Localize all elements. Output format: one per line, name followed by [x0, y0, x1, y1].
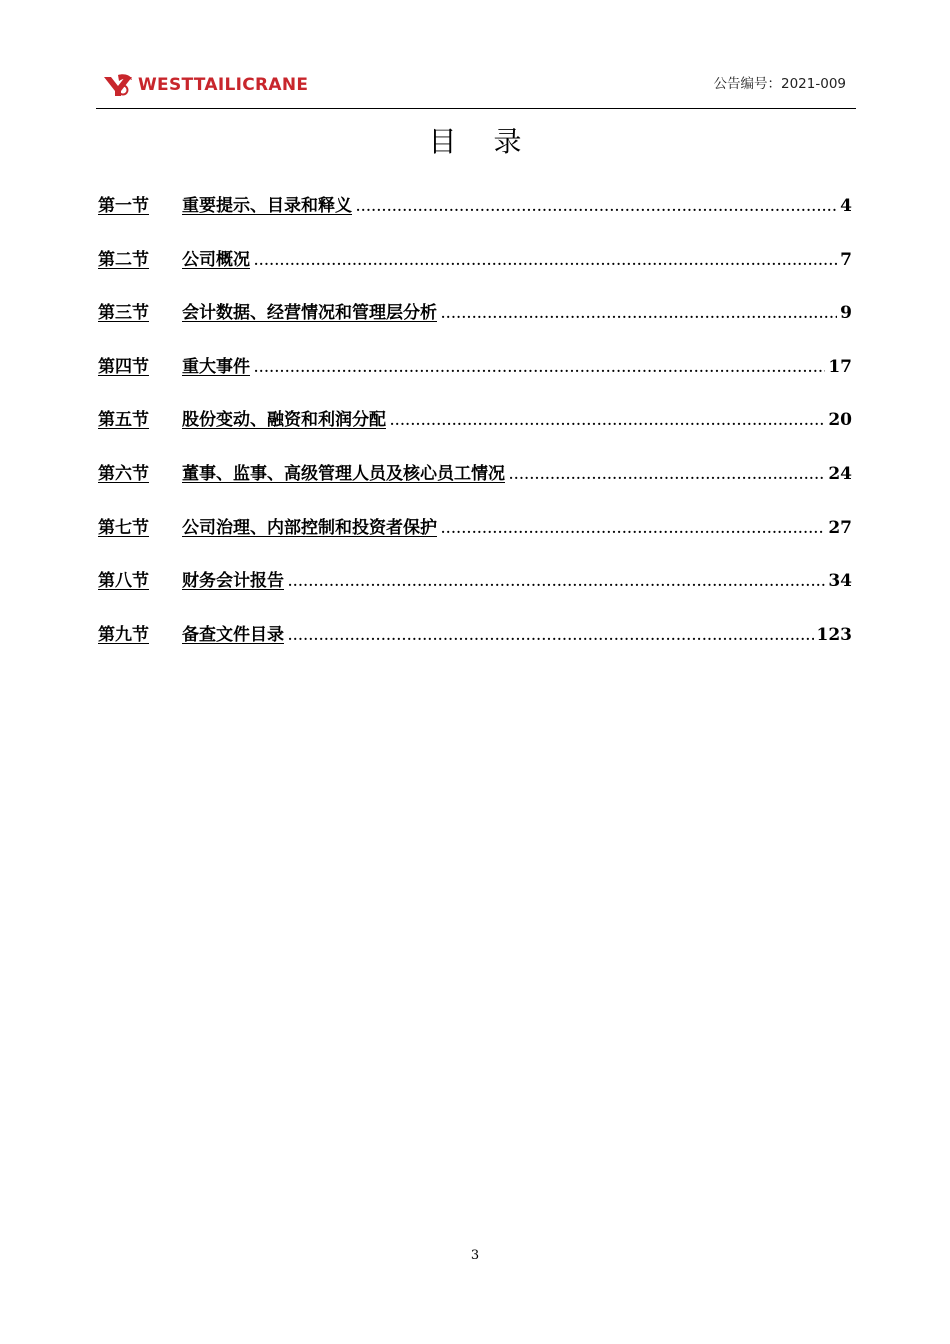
- toc-title: 董事、监事、高级管理人员及核心员工情况: [182, 463, 505, 484]
- westtailicrane-logo-mark-icon: [102, 72, 134, 98]
- toc-title: 财务会计报告: [182, 571, 284, 592]
- toc-page-number: 27: [828, 517, 852, 538]
- toc-page-number: 7: [840, 249, 852, 270]
- company-logo: [102, 72, 308, 98]
- toc-leader-dots: [441, 299, 837, 329]
- toc-item-6[interactable]: [98, 460, 852, 514]
- toc-page-number: 123: [816, 624, 852, 645]
- toc-leader-dots: [441, 514, 825, 544]
- toc-leader-dots: [356, 192, 837, 222]
- toc-section-label: 第三节: [98, 303, 149, 324]
- toc-section-label: 第八节: [98, 571, 149, 592]
- table-of-contents: [98, 192, 852, 674]
- toc-item-9[interactable]: [98, 621, 852, 675]
- toc-leader-dots: [288, 567, 825, 597]
- footer-page-number: 3: [470, 1248, 480, 1263]
- toc-section-label: 第五节: [98, 410, 149, 431]
- toc-item-2[interactable]: [98, 246, 852, 300]
- toc-title: 重大事件: [182, 356, 250, 377]
- toc-leader-dots: [509, 460, 825, 490]
- toc-page-number: 4: [840, 196, 852, 216]
- toc-title: 公司概况: [182, 249, 250, 270]
- toc-title: 重要提示、目录和释义: [182, 196, 352, 216]
- toc-section-label: 第二节: [98, 249, 149, 270]
- toc-item-3[interactable]: [98, 299, 852, 353]
- toc-page-number: 17: [828, 356, 852, 377]
- toc-section-label: 第九节: [98, 624, 149, 645]
- logo-text: WESTTAILICRANE: [138, 75, 309, 95]
- toc-page-number: 9: [840, 303, 852, 324]
- toc-item-8[interactable]: [98, 567, 852, 621]
- toc-leader-dots: [254, 353, 825, 383]
- toc-item-7[interactable]: [98, 514, 852, 568]
- toc-section-label: 第六节: [98, 463, 149, 484]
- toc-leader-dots: [288, 621, 814, 651]
- toc-leader-dots: [390, 406, 825, 436]
- toc-item-4[interactable]: [98, 353, 852, 407]
- toc-title: 备查文件目录: [182, 624, 284, 645]
- notice-number: 公告编号：2021-009: [713, 76, 846, 92]
- toc-title: 股份变动、融资和利润分配: [182, 410, 386, 431]
- toc-section-label: 第四节: [98, 356, 149, 377]
- page-header: [96, 64, 856, 109]
- toc-item-1[interactable]: [98, 192, 852, 246]
- toc-title: 会计数据、经营情况和管理层分析: [182, 303, 437, 324]
- toc-page-number: 20: [828, 410, 852, 431]
- toc-section-label: 第一节: [98, 196, 149, 216]
- toc-leader-dots: [254, 246, 837, 276]
- toc-title: 公司治理、内部控制和投资者保护: [182, 517, 437, 538]
- page-title: 目 录: [428, 125, 536, 158]
- toc-page-number: 34: [828, 571, 852, 592]
- toc-page-number: 24: [828, 463, 852, 484]
- toc-section-label: 第七节: [98, 517, 149, 538]
- toc-item-5[interactable]: [98, 406, 852, 460]
